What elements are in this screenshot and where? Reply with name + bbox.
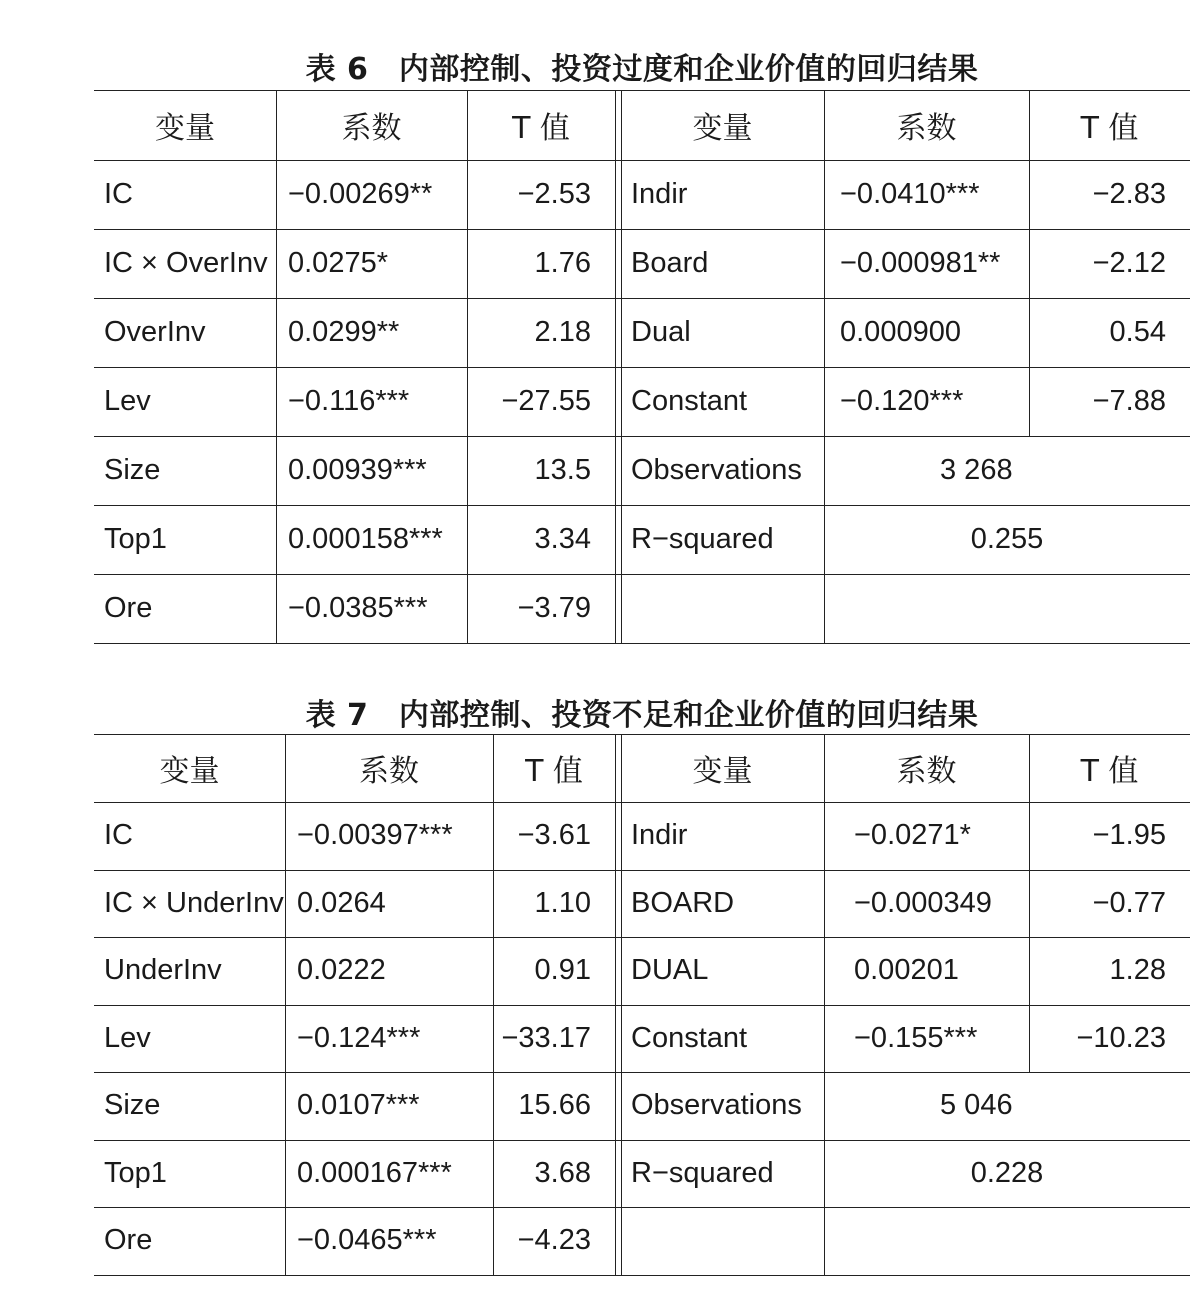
header-t-value: T 值 xyxy=(525,754,583,789)
coefficient-value: −0.00397*** xyxy=(297,819,453,852)
header-variable-right: 变量 xyxy=(692,754,753,789)
header-variable: 变量 xyxy=(155,111,215,146)
t-value: 2.18 xyxy=(534,316,591,348)
header-t-value: T 值 xyxy=(512,111,570,146)
t-value: 15.66 xyxy=(518,1089,591,1122)
row-divider xyxy=(94,1072,1190,1073)
table6-header-row xyxy=(94,90,1190,160)
row-divider xyxy=(94,734,1190,735)
variable-name-right: Indir xyxy=(631,819,688,852)
row-divider xyxy=(94,802,1190,803)
row-divider xyxy=(94,160,1190,161)
t-value: 13.5 xyxy=(534,454,591,486)
row-divider xyxy=(94,229,1190,230)
row-divider xyxy=(94,1140,1190,1141)
table-row xyxy=(94,229,1190,298)
column-divider xyxy=(824,90,825,643)
coefficient-value-right: −0.155*** xyxy=(854,1021,978,1054)
table-row xyxy=(94,505,1190,574)
row-divider xyxy=(94,505,1190,506)
t-value-right: 1.28 xyxy=(1109,954,1166,987)
variable-name: IC xyxy=(104,819,133,852)
coefficient-value: 0.000158*** xyxy=(288,523,443,555)
t-value: −27.55 xyxy=(501,385,591,417)
t-value-right: −7.88 xyxy=(1092,385,1166,417)
t-value: −2.53 xyxy=(517,178,591,210)
table-row xyxy=(94,802,1190,870)
t-value-right: −2.83 xyxy=(1092,178,1166,210)
variable-name-right: Dual xyxy=(631,316,691,348)
row-divider xyxy=(94,298,1190,299)
coefficient-value: 0.00939*** xyxy=(288,454,427,486)
t-value: −4.23 xyxy=(517,1224,591,1257)
table-row xyxy=(94,367,1190,436)
column-divider xyxy=(285,734,286,1275)
header-coefficient-right: 系数 xyxy=(896,111,957,146)
variable-name: IC × OverInv xyxy=(104,247,268,279)
r-squared-value: 0.255 xyxy=(970,523,1044,555)
table-row xyxy=(94,1005,1190,1073)
r-squared-label: R−squared xyxy=(631,1156,774,1189)
variable-name: Ore xyxy=(104,1224,153,1257)
t-value: 1.76 xyxy=(534,247,591,279)
header-t-value-right: T 值 xyxy=(1080,111,1139,146)
table7-caption: 表 7 内部控制、投资不足和企业价值的回归结果 xyxy=(305,698,979,733)
coefficient-value: −0.0465*** xyxy=(297,1224,437,1257)
table7 xyxy=(94,734,1190,1275)
t-value-right: 0.54 xyxy=(1109,316,1166,348)
observations-label: Observations xyxy=(631,454,802,486)
variable-name: Size xyxy=(104,1089,161,1122)
row-divider xyxy=(94,870,1190,871)
coefficient-value: −0.116*** xyxy=(288,385,410,417)
variable-name: Ore xyxy=(104,592,153,624)
coefficient-value: −0.0385*** xyxy=(288,592,428,624)
column-divider xyxy=(276,90,277,643)
coefficient-value-right: −0.120*** xyxy=(840,385,964,417)
variable-name: OverInv xyxy=(104,316,206,348)
coefficient-value-right: 0.000900 xyxy=(840,316,961,348)
variable-name: IC × UnderInv xyxy=(104,886,284,919)
variable-name: IC xyxy=(104,178,133,210)
observations-value: 5 046 xyxy=(940,1089,1013,1122)
t-value: 3.34 xyxy=(534,523,591,555)
r-squared-value: 0.228 xyxy=(970,1156,1044,1189)
variable-name-right: Constant xyxy=(631,1021,748,1054)
row-divider xyxy=(94,1275,1190,1276)
table-row xyxy=(94,436,1190,505)
t-value: 1.10 xyxy=(534,886,591,919)
header-coefficient: 系数 xyxy=(359,754,419,789)
coefficient-value: 0.0299** xyxy=(288,316,400,348)
column-divider xyxy=(1029,90,1030,436)
header-coefficient-right: 系数 xyxy=(896,754,957,789)
table-row xyxy=(94,937,1190,1005)
coefficient-value-right: −0.000349 xyxy=(854,886,992,919)
variable-name: Lev xyxy=(104,1021,151,1054)
table-row xyxy=(94,1072,1190,1140)
table-row xyxy=(94,1207,1190,1275)
variable-name-right: Indir xyxy=(631,178,688,210)
header-variable: 变量 xyxy=(159,754,220,789)
row-divider xyxy=(94,90,1190,91)
double-divider-right xyxy=(621,734,622,1275)
row-divider xyxy=(94,574,1190,575)
column-divider xyxy=(493,734,494,1275)
coefficient-value: 0.0275* xyxy=(288,247,388,279)
t-value-right: −2.12 xyxy=(1092,247,1166,279)
double-divider-left xyxy=(615,734,616,1275)
coefficient-value: −0.00269** xyxy=(288,178,433,210)
table-row xyxy=(94,574,1190,643)
row-divider xyxy=(94,937,1190,938)
t-value: −33.17 xyxy=(501,1021,591,1054)
observations-value: 3 268 xyxy=(940,454,1013,486)
coefficient-value: −0.124*** xyxy=(297,1021,421,1054)
observations-label: Observations xyxy=(631,1089,802,1122)
column-divider xyxy=(824,734,825,1275)
variable-name: Top1 xyxy=(104,523,167,555)
variable-name: Lev xyxy=(104,385,151,417)
t-value: −3.79 xyxy=(517,592,591,624)
table-row xyxy=(94,1140,1190,1208)
variable-name-right: Constant xyxy=(631,385,748,417)
t-value-right: −10.23 xyxy=(1076,1021,1166,1054)
table-row xyxy=(94,160,1190,229)
coefficient-value-right: −0.000981** xyxy=(840,247,1001,279)
column-divider xyxy=(467,90,468,643)
variable-name-right: Board xyxy=(631,247,709,279)
variable-name-right: BOARD xyxy=(631,886,735,919)
table6 xyxy=(94,90,1190,643)
double-divider-left xyxy=(615,90,616,643)
coefficient-value-right: −0.0271* xyxy=(854,819,971,852)
t-value: −3.61 xyxy=(517,819,591,852)
column-divider xyxy=(1029,734,1030,1072)
row-divider xyxy=(94,1207,1190,1208)
coefficient-value-right: 0.00201 xyxy=(854,954,959,987)
t-value: 3.68 xyxy=(534,1156,591,1189)
t-value-right: −0.77 xyxy=(1092,886,1166,919)
variable-name: UnderInv xyxy=(104,954,222,987)
coefficient-value: 0.0264 xyxy=(297,886,386,919)
table6-caption: 表 6 内部控制、投资过度和企业价值的回归结果 xyxy=(305,52,979,87)
table-row xyxy=(94,870,1190,938)
header-variable-right: 变量 xyxy=(692,111,753,146)
row-divider xyxy=(94,367,1190,368)
t-value: 0.91 xyxy=(534,954,591,987)
header-t-value-right: T 值 xyxy=(1080,754,1139,789)
coefficient-value: 0.0222 xyxy=(297,954,386,987)
variable-name: Top1 xyxy=(104,1156,167,1189)
coefficient-value-right: −0.0410*** xyxy=(840,178,980,210)
t-value-right: −1.95 xyxy=(1092,819,1166,852)
table-row xyxy=(94,298,1190,367)
double-divider-right xyxy=(621,90,622,643)
coefficient-value: 0.0107*** xyxy=(297,1089,420,1122)
row-divider xyxy=(94,643,1190,644)
variable-name-right: DUAL xyxy=(631,954,709,987)
coefficient-value: 0.000167*** xyxy=(297,1156,452,1189)
header-coefficient: 系数 xyxy=(341,111,402,146)
r-squared-label: R−squared xyxy=(631,523,774,555)
row-divider xyxy=(94,1005,1190,1006)
variable-name: Size xyxy=(104,454,161,486)
row-divider xyxy=(94,436,1190,437)
table7-header-row xyxy=(94,734,1190,802)
